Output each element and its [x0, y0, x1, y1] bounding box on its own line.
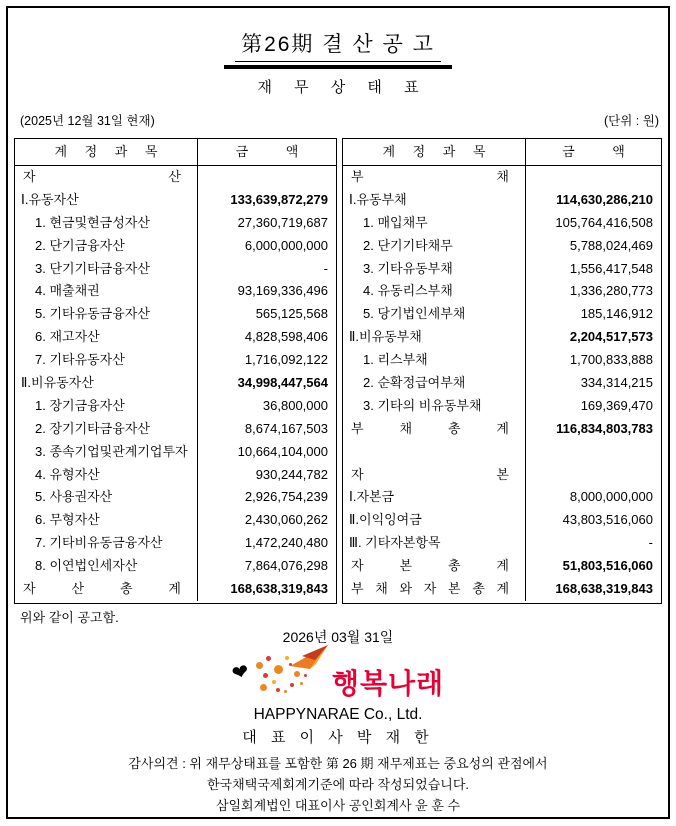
logo-dot: [276, 688, 280, 692]
account-cell: Ⅰ.자본금: [343, 486, 526, 509]
amount-cell: 1,472,240,480: [244, 535, 328, 551]
company-name-en: HAPPYNARAE Co., Ltd.: [253, 706, 423, 723]
account-cell: 2. 장기기타금융자산: [15, 418, 198, 441]
ceo-line: 대 표 이 사 박 재 한: [242, 729, 434, 746]
amount-cell: 43,803,516,060: [562, 512, 653, 528]
account-cell: 1. 현금및현금성자산: [15, 212, 198, 235]
account-cell: 자 산: [15, 166, 198, 189]
audit-opinion-line2: 한국채택국제회계기준에 따라 작성되었습니다.: [207, 777, 469, 792]
column-header-amount: 금 액: [526, 139, 661, 166]
unit-label: (단위 : 원): [604, 114, 659, 128]
amount-cell: 1,556,417,548: [569, 260, 653, 276]
amount-cell: 10,664,104,000: [237, 443, 328, 459]
document-header: [0, 28, 676, 97]
account-cell: 3. 기타유동부채: [343, 258, 526, 281]
account-cell: 2. 단기기타채무: [343, 235, 526, 258]
audit-opinion-line3: 삼일회계법인 대표이사 공인회계사 윤 훈 수: [215, 798, 461, 813]
account-cell: 자 본: [343, 464, 526, 487]
account-cell: 부 채: [343, 166, 526, 189]
logo-mark: [229, 646, 328, 704]
title-rule: [224, 65, 452, 69]
amount-cell: 565,125,568: [255, 306, 328, 322]
logo-dot: [294, 671, 300, 677]
account-cell: 4. 유형자산: [15, 464, 198, 487]
column-header-account: 계 정 과 목: [343, 139, 526, 166]
amount-cell: 114,630,286,210: [556, 191, 653, 207]
account-cell: Ⅰ.유동자산: [15, 189, 198, 212]
account-cell: 부 채 와 자 본 총 계: [343, 578, 526, 601]
account-cell: 7. 기타비유동금융자산: [15, 532, 198, 555]
account-cell: 7. 기타유동자산: [15, 349, 198, 372]
logo-dot: [290, 683, 294, 687]
heart-icon: ❤: [229, 660, 252, 686]
amount-cell: 34,998,447,564: [237, 375, 328, 391]
page-title: 第26期 결 산 공 고: [235, 28, 441, 62]
amount-cell: 36,800,000: [262, 397, 328, 413]
as-of-date: (2025년 12월 31일 현재): [20, 114, 155, 128]
logo-text: 행복나래: [331, 668, 445, 699]
account-cell: 5. 사용권자산: [15, 486, 198, 509]
amount-cell: 168,638,319,843: [230, 581, 328, 597]
amount-cell: [526, 441, 661, 464]
document-subtitle: 재 무 상 태 표: [257, 78, 428, 96]
logo-dot: [274, 665, 283, 674]
company-logo: [0, 645, 676, 705]
column-header-amount: 금 액: [198, 139, 336, 166]
paper-plane-icon: [288, 644, 330, 670]
amount-cell: 4,828,598,406: [244, 329, 328, 345]
amount-cell: 116,834,803,783: [556, 420, 653, 436]
account-cell: [343, 441, 526, 464]
account-cell: 5. 기타유동금융자산: [15, 303, 198, 326]
account-cell: 6. 재고자산: [15, 326, 198, 349]
amount-cell: 930,244,782: [255, 466, 328, 482]
column-header-account: 계 정 과 목: [15, 139, 198, 166]
account-cell: 2. 단기금융자산: [15, 235, 198, 258]
amount-cell: 168,638,319,843: [555, 581, 653, 597]
amount-cell: 334,314,215: [580, 375, 653, 391]
amount-cell: 1,700,833,888: [569, 352, 653, 368]
liabilities-equity-table: [342, 138, 662, 604]
logo-dot: [304, 674, 307, 677]
logo-dot: [272, 680, 276, 684]
amount-cell: [526, 166, 661, 189]
amount-cell: -: [648, 535, 653, 551]
account-cell: 6. 무형자산: [15, 509, 198, 532]
account-cell: Ⅲ. 기타자본항목: [343, 532, 526, 555]
amount-cell: [198, 166, 336, 189]
amount-cell: 169,369,470: [580, 397, 653, 413]
amount-cell: 51,803,516,060: [562, 558, 653, 574]
amount-cell: 1,716,092,122: [244, 352, 328, 368]
amount-cell: 8,674,167,503: [244, 420, 328, 436]
account-cell: 5. 당기법인세부채: [343, 303, 526, 326]
amount-cell: 7,864,076,298: [244, 558, 328, 574]
amount-cell: 2,430,060,262: [244, 512, 328, 528]
account-cell: 3. 단기기타금융자산: [15, 258, 198, 281]
amount-cell: 133,639,872,279: [230, 191, 328, 207]
logo-dot: [260, 684, 267, 691]
logo-dot: [300, 682, 303, 685]
account-cell: 4. 매출채권: [15, 280, 198, 303]
account-cell: 1. 장기금융자산: [15, 395, 198, 418]
amount-cell: 2,204,517,573: [569, 329, 653, 345]
amount-cell: 1,336,280,773: [569, 283, 653, 299]
account-cell: 자 본 총 계: [343, 555, 526, 578]
account-cell: Ⅱ.비유동부채: [343, 326, 526, 349]
amount-cell: 8,000,000,000: [569, 489, 653, 505]
account-cell: Ⅱ.비유동자산: [15, 372, 198, 395]
account-cell: 3. 종속기업및관계기업투자: [15, 441, 198, 464]
account-cell: 2. 순확정급여부채: [343, 372, 526, 395]
logo-dot: [284, 690, 287, 693]
account-cell: Ⅰ.유동부채: [343, 189, 526, 212]
logo-dot: [266, 656, 271, 661]
account-cell: 4. 유동리스부채: [343, 280, 526, 303]
account-cell: 1. 매입채무: [343, 212, 526, 235]
account-cell: 부 채 총 계: [343, 418, 526, 441]
logo-dot: [263, 673, 268, 678]
logo-dot: [256, 662, 263, 669]
account-cell: 자 산 총 계: [15, 578, 198, 601]
assets-table: [14, 138, 337, 604]
announcement-date: 2026년 03월 31일: [282, 629, 394, 645]
audit-opinion-line1: 감사의견 : 위 재무상태표를 포함한 第 26 期 재무제표는 중요성의 관점에서: [128, 756, 548, 771]
notice-text: 위와 같이 공고함.: [20, 610, 119, 625]
amount-cell: 93,169,336,496: [237, 283, 328, 299]
amount-cell: 2,926,754,239: [244, 489, 328, 505]
amount-cell: -: [323, 260, 328, 276]
account-cell: 1. 리스부채: [343, 349, 526, 372]
amount-cell: 105,764,416,508: [555, 214, 653, 230]
account-cell: 3. 기타의 비유동부채: [343, 395, 526, 418]
account-cell: 8. 이연법인세자산: [15, 555, 198, 578]
amount-cell: 6,000,000,000: [244, 237, 328, 253]
amount-cell: 5,788,024,469: [569, 237, 653, 253]
amount-cell: 185,146,912: [580, 306, 653, 322]
amount-cell: 27,360,719,687: [237, 214, 328, 230]
account-cell: Ⅱ.이익잉여금: [343, 509, 526, 532]
amount-cell: [526, 464, 661, 487]
